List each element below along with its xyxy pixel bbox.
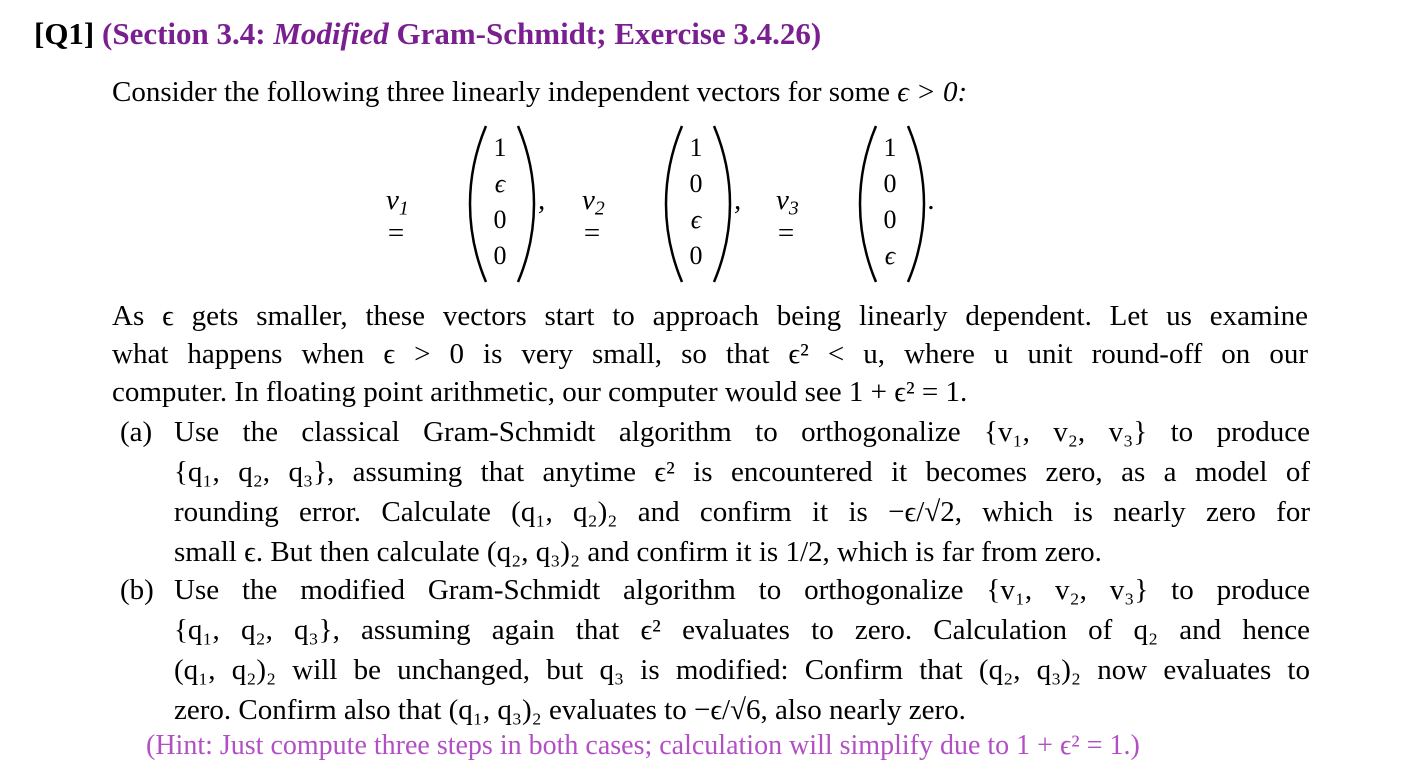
intro-math: ϵ > 0: — [897, 76, 968, 108]
part-label: (a) — [120, 416, 153, 448]
vector-display: $v_1$ = 1 ϵ 0 0 , $v_2$ = 1 0 ϵ 0 , $v_3$ = 1 0 0 ϵ . — [0, 124, 1404, 284]
vector-entry: 0 — [493, 241, 507, 270]
part-line: (q₁, q₂)₂ will be unchanged, but q₃ is modified: Confirm that (q₂, q₃)₂ now evaluates to — [174, 654, 1310, 686]
vector-entry: 0 — [493, 205, 507, 234]
vector-entry: ϵ — [494, 169, 506, 198]
vector-label: $v_3$ = — [776, 184, 799, 249]
part-line: zero. Confirm also that (q₁, q₃)₂ evaluates to −ϵ/√6, also nearly zero. — [174, 694, 966, 726]
part-line: Use the modified Gram-Schmidt algorithm to orthogonalize {v₁, v₂, v₃} to produce — [174, 574, 1310, 606]
paragraph-line: As ϵ gets smaller, these vectors start to approach being linearly dependent. Let us examine — [112, 300, 1308, 332]
vector-entry: 0 — [689, 169, 703, 198]
vector-entry: 1 — [883, 133, 897, 162]
vector-label: $v_2$ = — [582, 184, 605, 249]
intro-text: Consider the following three linearly independent vectors for some ϵ > 0: — [112, 76, 968, 108]
paragraph-line: computer. In floating point arithmetic, our computer would see 1 + ϵ² = 1. — [112, 376, 968, 408]
part-line: rounding error. Calculate (q₁, q₂)₂ and confirm it is −ϵ/√2, which is nearly zero for — [174, 496, 1310, 528]
vector-entry: 1 — [689, 133, 703, 162]
section-reference: (Section 3.4: Modified Gram-Schmidt; Exercise 3.4.26) — [102, 16, 822, 51]
paragraph-body — [112, 298, 1308, 412]
vector-entry: 0 — [883, 205, 897, 234]
part-line: {q₁, q₂, q₃}, assuming again that ϵ² evaluates to zero. Calculation of q₂ and hence — [174, 614, 1310, 646]
question-title — [34, 16, 821, 52]
part-line: Use the classical Gram-Schmidt algorithm to orthogonalize {v₁, v₂, v₃} to produce — [174, 416, 1310, 448]
part-line: small ϵ. But then calculate (q₂, q₃)₂ and confirm it is 1/2, which is far from zero. — [174, 536, 1102, 568]
vector-entry: 1 — [493, 133, 507, 162]
part-line: {q₁, q₂, q₃}, assuming that anytime ϵ² is encountered it becomes zero, as a model of — [174, 456, 1310, 488]
vector-label: $v_1$ = — [386, 184, 409, 249]
vector-entry: ϵ — [884, 241, 896, 270]
hint-text: (Hint: Just compute three steps in both cases; calculation will simplify due to 1 + ϵ² = 1.) — [146, 730, 1140, 761]
vector-entry: 0 — [689, 241, 703, 270]
vector-entry: 0 — [883, 169, 897, 198]
question-id: [Q1] — [34, 16, 95, 51]
part-label: (b) — [120, 574, 154, 606]
vector-entry: ϵ — [690, 205, 702, 234]
paragraph-line: what happens when ϵ > 0 is very small, so that ϵ² < u, where u unit round-off on our — [112, 338, 1308, 370]
